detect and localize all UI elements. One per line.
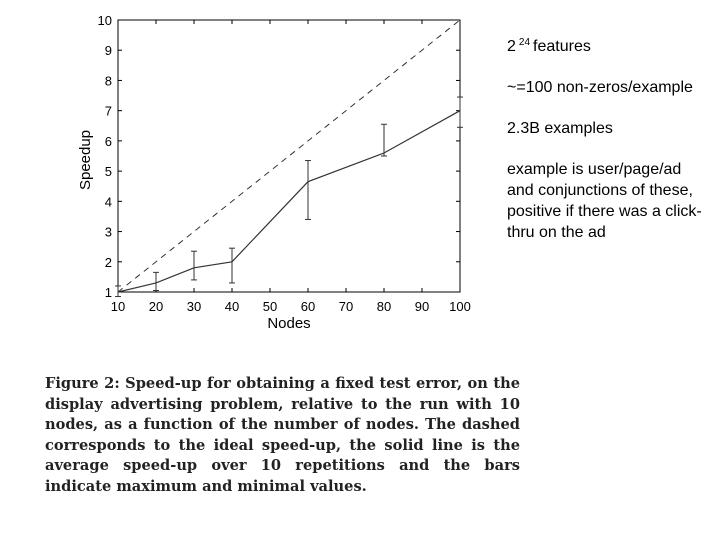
y-tick-label: 9 [104, 43, 112, 59]
note-description: example is user/page/ad and conjunctions of these, positive if there was a click-thru on the ad [507, 161, 702, 241]
y-tick-label: 6 [104, 133, 112, 149]
x-tick-label: 70 [338, 299, 354, 314]
average-speedup-line [118, 111, 460, 292]
x-tick-label: 30 [186, 299, 202, 314]
y-axis-title: Speedup [77, 129, 94, 191]
x-tick-label: 90 [414, 299, 430, 314]
error-bars [115, 97, 463, 296]
x-tick-label: 60 [300, 299, 316, 314]
note-features: 2 $^{24}$ features [507, 37, 591, 55]
y-tick-label: 8 [104, 73, 112, 89]
ideal-speedup-line [118, 20, 460, 292]
x-tick-label: 40 [224, 299, 240, 314]
y-tick-label: 1 [104, 285, 112, 300]
y-tick-label: 3 [104, 224, 112, 240]
features-exponent: 24 [518, 37, 531, 48]
note-nonzeros: ~=100 non-zeros/example [507, 79, 693, 96]
y-tick-label: 4 [104, 194, 112, 210]
x-tick-label: 100 [449, 299, 471, 314]
plot-frame [118, 20, 460, 292]
figure-caption: Figure 2: Speed-up for obtaining a fixed test error, on the display advertising problem, relative to the run with 10 nodes, as a function of the number of nodes. The dashed corresponds to the ideal speed-up, the solid line is the average speed-up over 10 repetitions and the bars indicate maximum and minimal values. [45, 375, 520, 495]
axis-ticks [98, 13, 471, 314]
notes-panel [507, 32, 712, 263]
y-tick-label: 5 [104, 164, 112, 180]
y-tick-label: 7 [104, 103, 112, 119]
note-examples: 2.3B examples [507, 120, 613, 137]
x-tick-label: 20 [148, 299, 164, 314]
x-tick-label: 10 [110, 299, 126, 314]
x-tick-label: 50 [262, 299, 278, 314]
x-axis-title: Nodes [267, 315, 311, 332]
y-tick-label: 2 [104, 254, 112, 270]
x-tick-label: 80 [376, 299, 392, 314]
y-tick-label: 10 [97, 13, 112, 28]
